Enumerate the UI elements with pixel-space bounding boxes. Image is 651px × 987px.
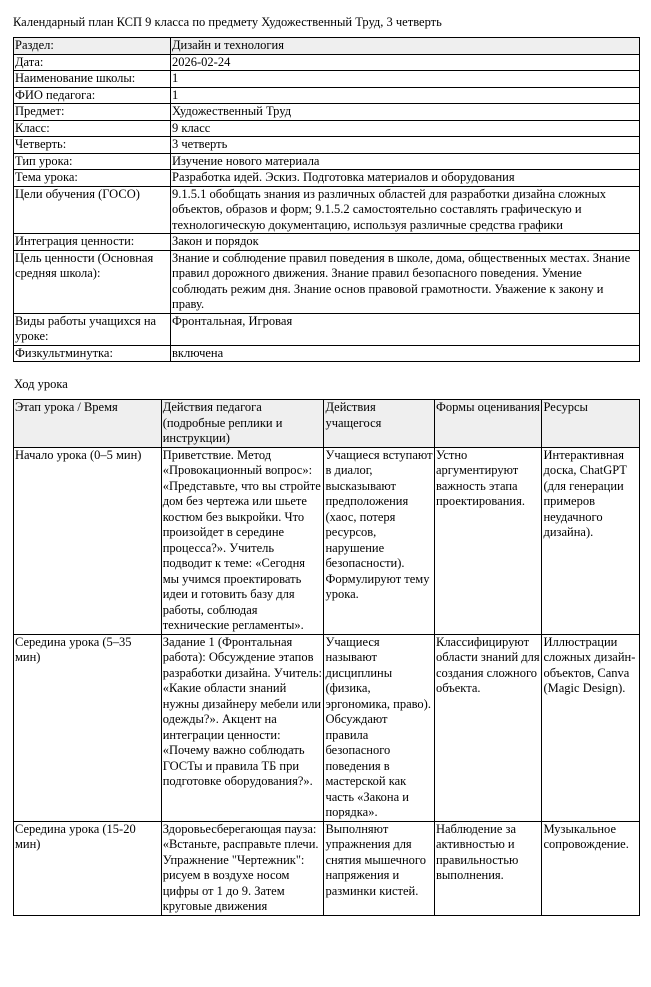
- student-actions-cell: Выполняют упражнения для снятия мышечного напряжения и разминки кистей.: [324, 821, 435, 915]
- stage-cell: Начало урока (0–5 мин): [14, 447, 162, 634]
- info-value: Фронтальная, Игровая: [171, 313, 640, 345]
- info-label: Наименование школы:: [14, 71, 171, 88]
- info-label: Предмет:: [14, 104, 171, 121]
- info-value: Дизайн и технология: [171, 38, 640, 55]
- lesson-info-table: [13, 37, 640, 362]
- info-label: ФИО педагога:: [14, 87, 171, 104]
- info-row: [14, 120, 640, 137]
- stage-cell: Середина урока (15-20 мин): [14, 821, 162, 915]
- lesson-plan-table: [13, 399, 640, 916]
- assessment-cell: Наблюдение за активностью и правильностью выполнения.: [434, 821, 542, 915]
- resources-cell: Музыкальное сопровождение.: [542, 821, 640, 915]
- student-actions-cell: Учащиеся вступают в диалог, высказывают предположения (хаос, потеря ресурсов, нарушение безопасности). Формулируют тему урока.: [324, 447, 435, 634]
- stage-cell: Середина урока (5–35 мин): [14, 634, 162, 821]
- student-actions-cell: Учащиеся называют дисциплины (физика, эргономика, право). Обсуждают правила безопасного поведения в мастерской как часть «Закона и порядка».: [324, 634, 435, 821]
- info-value: Разработка идей. Эскиз. Подготовка материалов и оборудования: [171, 170, 640, 187]
- teacher-actions-cell: Здоровьесберегающая пауза: «Встаньте, расправьте плечи. Упражнение "Чертежник": рисуем в воздухе носом цифры от 1 до 9. Затем круговые движения: [161, 821, 324, 915]
- info-row: [14, 87, 640, 104]
- header-assessment: Формы оценивания: [434, 400, 542, 448]
- info-row: [14, 170, 640, 187]
- info-value: 2026-02-24: [171, 54, 640, 71]
- teacher-actions-cell: Приветствие. Метод «Провокационный вопрос»: «Представьте, что вы стройте дом без чертежа или шьете костюм без выкройки. Что произойдет в середине процесса?». Учитель подводит к теме: «Сегодня мы учимся проектировать идеи и готовить базу для работы, соблюдая технические регламенты».: [161, 447, 324, 634]
- info-label: Цели обучения (ГОСО): [14, 186, 171, 234]
- assessment-cell: Устно аргументируют важность этапа проектирования.: [434, 447, 542, 634]
- info-label: Дата:: [14, 54, 171, 71]
- assessment-cell: Классифицируют области знаний для создания сложного объекта.: [434, 634, 542, 821]
- header-student-actions: Действия учащегося: [324, 400, 435, 448]
- info-value: 9.1.5.1 обобщать знания из различных областей для разработки дизайна сложных объектов, образов и форм; 9.1.5.2 самостоятельно составлять графическую и технологическую документацию, используя различные средства графики: [171, 186, 640, 234]
- info-label: Виды работы учащихся на уроке:: [14, 313, 171, 345]
- table-row: [14, 447, 640, 634]
- table-row: [14, 634, 640, 821]
- document-title: Календарный план КСП 9 класса по предмету Художественный Труд, 3 четверть: [13, 15, 442, 29]
- info-label: Цель ценности (Основная средняя школа):: [14, 250, 171, 313]
- info-row: [14, 71, 640, 88]
- resources-cell: Иллюстрации сложных дизайн-объектов, Canva (Magic Design).: [542, 634, 640, 821]
- info-value: 9 класс: [171, 120, 640, 137]
- lesson-header-row: [14, 400, 640, 448]
- header-resources: Ресурсы: [542, 400, 640, 448]
- info-row: [14, 153, 640, 170]
- info-row: [14, 345, 640, 362]
- header-stage: Этап урока / Время: [14, 400, 162, 448]
- teacher-actions-cell: Задание 1 (Фронтальная работа): Обсуждение этапов разработки дизайна. Учитель: «Какие области знаний нужны дизайнеру мебели или одежды?». Акцент на интеграции ценности: «Почему важно соблюдать ГОСТы и правила ТБ при подготовке оборудования?».: [161, 634, 324, 821]
- info-label: Физкультминутка:: [14, 345, 171, 362]
- info-value: Художественный Труд: [171, 104, 640, 121]
- lesson-progress-label: Ход урока: [14, 377, 68, 391]
- resources-cell: Интерактивная доска, ChatGPT (для генерации примеров неудачного дизайна).: [542, 447, 640, 634]
- info-value: Закон и порядок: [171, 234, 640, 251]
- info-value: Знание и соблюдение правил поведения в школе, дома, общественных местах. Знание правил дорожного движения. Знание правил безопасного поведения. Умение соблюдать режим дня. Знание основ правовой грамотности. Уважение к закону и праву.: [171, 250, 640, 313]
- info-label: Тип урока:: [14, 153, 171, 170]
- table-row: [14, 821, 640, 915]
- info-row: [14, 250, 640, 313]
- info-value: 1: [171, 87, 640, 104]
- info-label: Класс:: [14, 120, 171, 137]
- header-teacher-actions: Действия педагога (подробные реплики и инструкции): [161, 400, 324, 448]
- info-value: 1: [171, 71, 640, 88]
- info-value: 3 четверть: [171, 137, 640, 154]
- info-row: [14, 38, 640, 55]
- info-row: [14, 313, 640, 345]
- info-row: [14, 137, 640, 154]
- info-row: [14, 54, 640, 71]
- info-row: [14, 186, 640, 234]
- info-label: Интеграция ценности:: [14, 234, 171, 251]
- info-value: Изучение нового материала: [171, 153, 640, 170]
- info-label: Тема урока:: [14, 170, 171, 187]
- info-label: Раздел:: [14, 38, 171, 55]
- info-label: Четверть:: [14, 137, 171, 154]
- info-value: включена: [171, 345, 640, 362]
- info-row: [14, 104, 640, 121]
- info-row: [14, 234, 640, 251]
